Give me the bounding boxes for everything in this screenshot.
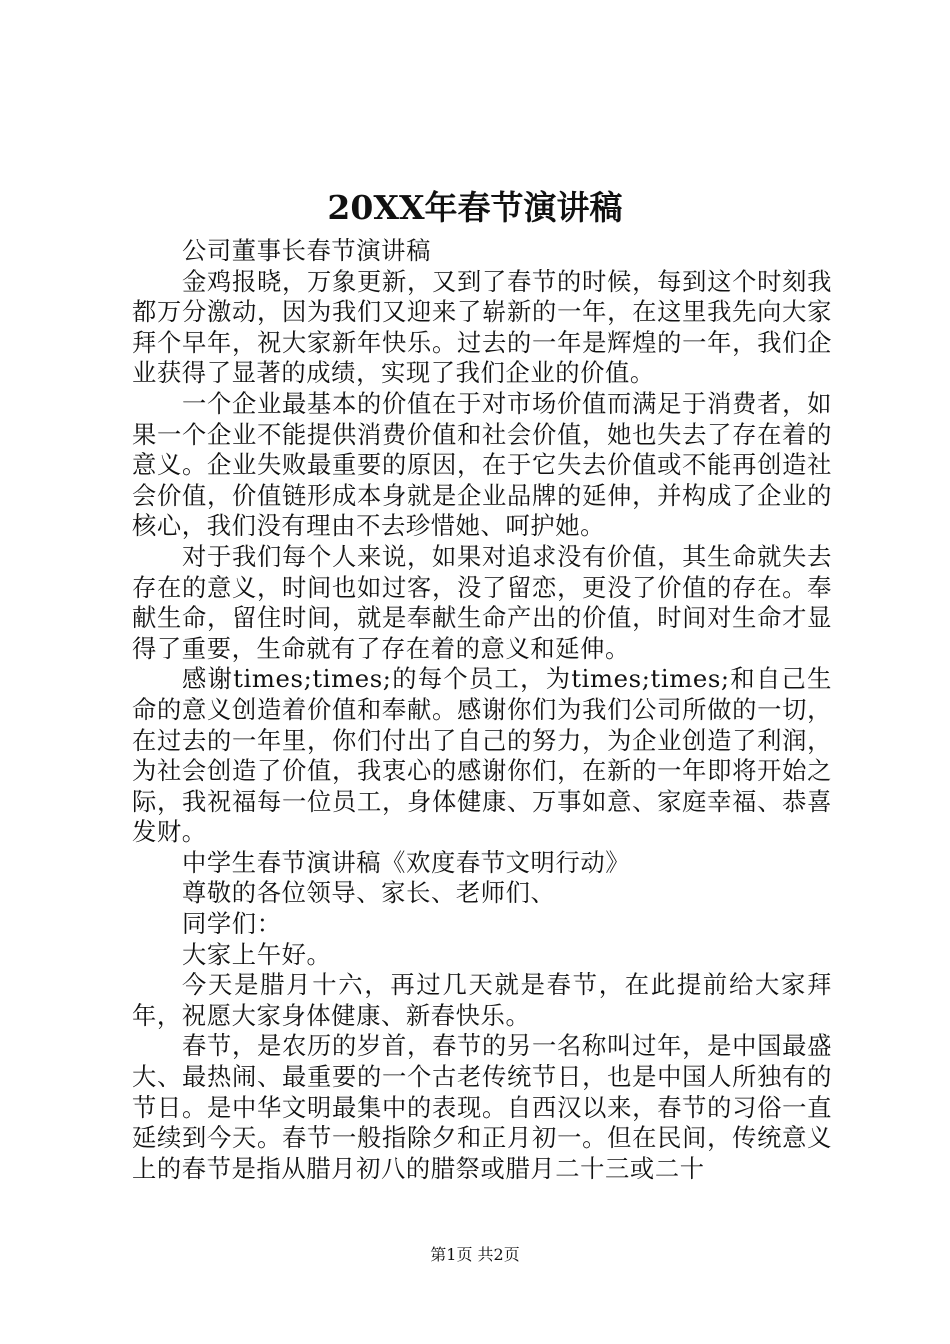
paragraph: 金鸡报晓，万象更新，又到了春节的时候，每到这个时刻我都万分激动，因为我们又迎来了崭新的一年，在这里我先向大家拜个早年，祝大家新年快乐。过去的一年是辉煌的一年，我们企业获得了显著的成绩，实现了我们企业的价值。 — [132, 266, 832, 388]
page-footer: 第1页 共2页 — [430, 1245, 520, 1264]
paragraph-salutation: 同学们： — [182, 909, 282, 939]
document-title: 20XX年春节演讲稿 — [327, 188, 623, 227]
paragraph: 感谢times;times;的每个员工，为times;times;和自己生命的意义创造着价值和奉献。感谢你们为我们公司所做的一切，在过去的一年里，你们付出了自己的努力，为企业创造了利润，为社会创造了价值，我衷心的感谢你们，在新的一年即将开始之际，我祝福每一位员工，身体健康、万事如意、家庭幸福、恭喜发财。 — [132, 664, 832, 847]
document-body — [132, 236, 832, 1184]
paragraph: 一个企业最基本的价值在于对市场价值而满足于消费者，如果一个企业不能提供消费价值和社会价值，她也失去了存在着的意义。企业失败最重要的原因，在于它失去价值或不能再创造社会价值，价值链形成本身就是企业品牌的延伸，并构成了企业的核心，我们没有理由不去珍惜她、呵护她。 — [132, 388, 832, 541]
paragraph: 今天是腊月十六，再过几天就是春节，在此提前给大家拜年，祝愿大家身体健康、新春快乐。 — [132, 970, 832, 1030]
paragraph-salutation: 尊敬的各位领导、家长、老师们、 — [182, 878, 556, 908]
paragraph-greeting: 大家上午好。 — [182, 939, 332, 969]
paragraph: 对于我们每个人来说，如果对追求没有价值，其生命就失去存在的意义，时间也如过客，没了留恋，更没了价值的存在。奉献生命，留住时间，就是奉献生命产出的价值，时间对生命才显得了重要，生命就有了存在着的意义和延伸。 — [132, 541, 832, 663]
paragraph-heading-student-speech: 中学生春节演讲稿《欢度春节文明行动》 — [182, 847, 631, 877]
paragraph-heading-chairman-speech: 公司董事长春节演讲稿 — [182, 236, 431, 265]
paragraph: 春节，是农历的岁首，春节的另一名称叫过年，是中国最盛大、最热闹、最重要的一个古老传统节日，也是中国人所独有的节日。是中华文明最集中的表现。自西汉以来，春节的习俗一直延续到今天。春节一般指除夕和正月初一。但在民间，传统意义上的春节是指从腊月初八的腊祭或腊月二十三或二十 — [132, 1031, 832, 1183]
